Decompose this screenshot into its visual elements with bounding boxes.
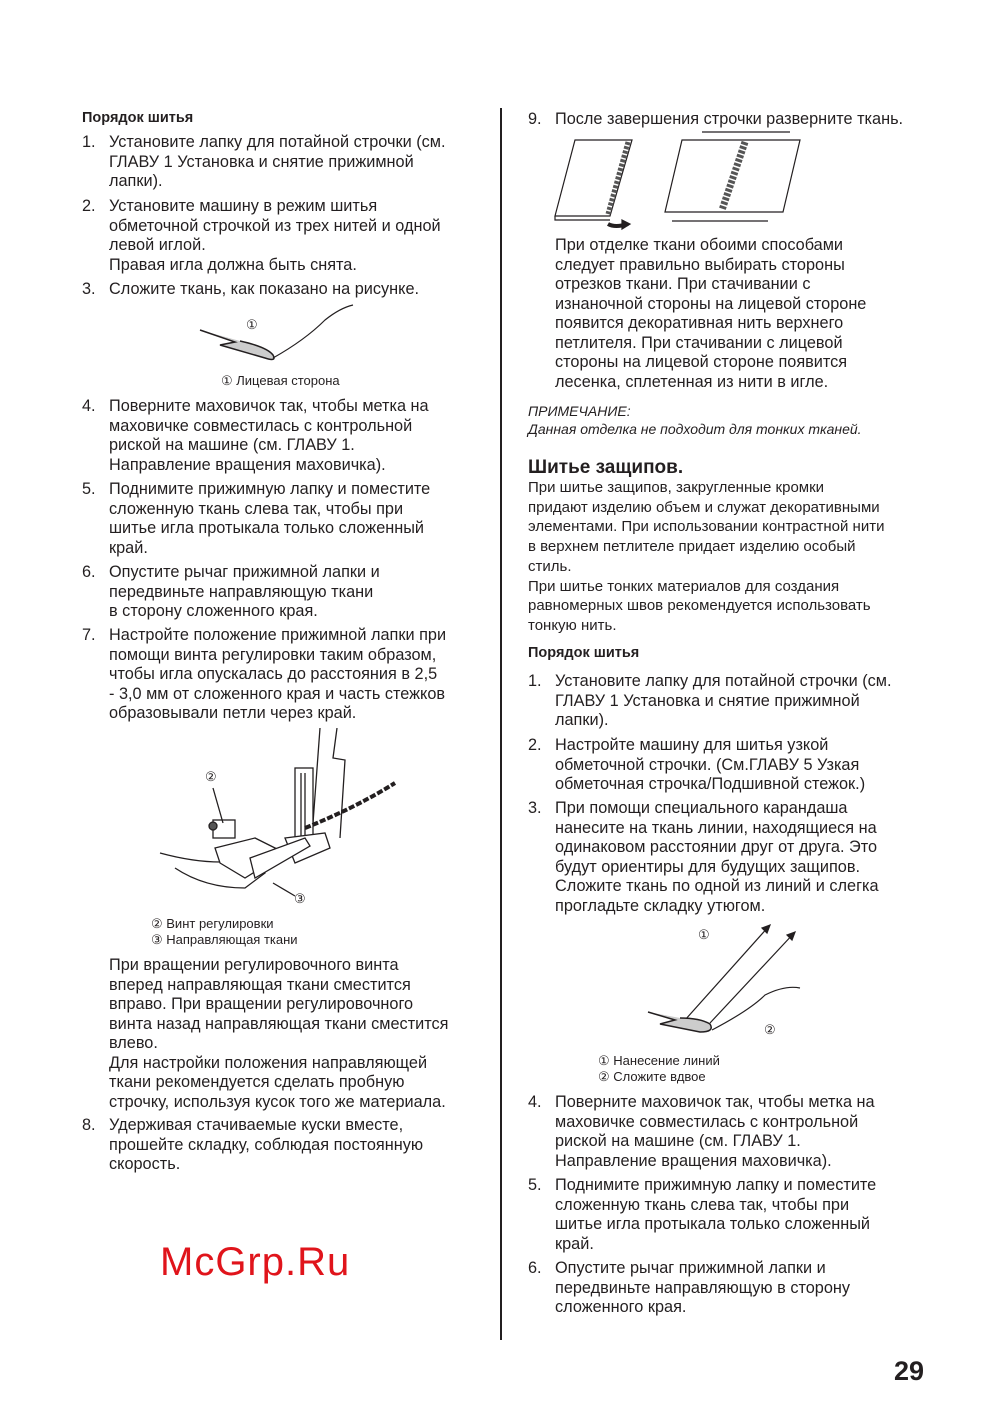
- step-1: [82, 133, 446, 192]
- step-text: Поверните маховичок так, чтобы метка на маховичке совместилась с контрольной риской на машине (см. ГЛАВУ 1. Направление вращения маховичка).: [555, 1093, 875, 1170]
- step-number: 5.: [528, 1176, 542, 1194]
- step-3: [82, 280, 419, 300]
- step-text: При помощи специального карандаша нанесите на ткань линии, находящиеся на одинаковом расстоянии друг от друга. Это будут ориентиры для будущих защипов. Сложите ткань по одной из линий и слегка прогладьте складку утюгом.: [555, 799, 879, 915]
- callout-1: ①: [698, 927, 710, 942]
- step-number: 7.: [82, 626, 96, 644]
- step-number: 9.: [528, 110, 542, 128]
- step-7: [82, 626, 446, 724]
- step-number: 1.: [528, 672, 542, 690]
- step-text: Опустите рычаг прижимной лапки и передвиньте направляющую в сторону сложенного края.: [555, 1259, 851, 1316]
- note-label: ПРИМЕЧАНИЕ:: [528, 403, 631, 419]
- adjustment-paragraph: При вращении регулировочного винта вперед направляющая ткани сместится вправо. При вращении регулировочного винта назад направляющая ткани сместится влево. Для настройки положения направляющей ткани рекомендуется сделать пробную строчку, используя кусок того же материала.: [109, 956, 449, 1111]
- step-text: Сложите ткань, как показано на рисунке.: [109, 280, 420, 298]
- pintuck-step-5: [528, 1176, 876, 1254]
- step-text: Удерживая стачиваемые куски вместе, прошейте складку, соблюдая постоянную скорость.: [109, 1116, 424, 1173]
- callout-2: ②: [205, 769, 217, 784]
- step-number: 6.: [82, 563, 96, 581]
- figure-caption: ② Винт регулировки ③ Направляющая ткани: [151, 916, 298, 947]
- callout-1: ①: [246, 317, 258, 332]
- step-number: 3.: [82, 280, 96, 298]
- step-text: Поднимите прижимную лапку и поместите сложенную ткань слева так, чтобы при шитье игла протыкала только сложенный край.: [555, 1176, 877, 1253]
- finishing-paragraph: При отделке ткани обоими способами следует правильно выбирать стороны отрезков ткани. При стачивании с изнаночной стороны на лицевой стороне появится декоративная нить верхнего петлителя. При стачивании с лицевой стороны на лицевой стороне появится лесенка, сплетенная из нити в игле.: [555, 236, 867, 391]
- watermark: McGrp.Ru: [160, 1240, 351, 1284]
- callout-2: ②: [764, 1022, 776, 1037]
- step-text: Установите лапку для потайной строчки (см. ГЛАВУ 1 Установка и снятие прижимной лапки).: [109, 133, 446, 190]
- step-text: Поднимите прижимную лапку и поместите сложенную ткань слева так, чтобы при шитье игла протыкала только сложенный край.: [109, 480, 431, 557]
- step-text: Поверните маховичок так, чтобы метка на маховичке совместилась с контрольной риской на машине (см. ГЛАВУ 1. Направление вращения маховичка).: [109, 397, 429, 474]
- pintuck-step-4: [528, 1093, 875, 1171]
- step-text: Установите машину в режим шитья обметочной строчкой из трех нитей и одной левой иглой. Правая игла должна быть снята.: [109, 197, 441, 274]
- section-heading: Порядок шитья: [528, 645, 640, 661]
- step-text: Установите лапку для потайной строчки (см. ГЛАВУ 1 Установка и снятие прижимной лапки).: [555, 672, 892, 729]
- step-text: После завершения строчки разверните ткань.: [555, 110, 904, 128]
- step-9: [528, 110, 903, 130]
- step-2: [82, 197, 441, 275]
- figure-caption: ① Нанесение линий ② Сложите вдвое: [598, 1053, 720, 1084]
- step-number: 2.: [82, 197, 96, 215]
- step-text: Опустите рычаг прижимной лапки и передвиньте направляющую ткани в сторону сложенного края.: [109, 563, 380, 620]
- step-number: 4.: [528, 1093, 542, 1111]
- step-8: [82, 1116, 423, 1175]
- page-number: 29: [894, 1356, 925, 1386]
- section-title: Шитье защипов.: [528, 457, 684, 478]
- step-5: [82, 480, 430, 558]
- presser-foot-illustration: [155, 728, 400, 908]
- step-number: 6.: [528, 1259, 542, 1277]
- step-number: 1.: [82, 133, 96, 151]
- section-intro: При шитье защипов, закругленные кромки придают изделию объем и служат декоративными элементами. При использовании контрастной нити в верхнем петлителе придает изделию особый стиль. При шитье тонких материалов для создания равномерных швов рекомендуется использовать тонкую нить.: [528, 479, 885, 634]
- step-text: Настройте положение прижимной лапки при помощи винта регулировки таким образом, чтобы игла опускалась до расстояния в 2,5 - 3,0 мм от сложенного края и часть стежков образовывали петли через край.: [109, 626, 447, 722]
- step-number: 8.: [82, 1116, 96, 1134]
- column-divider: [500, 108, 502, 1340]
- callout-3: ③: [294, 891, 306, 906]
- note-text: Данная отделка не подходит для тонких тканей.: [528, 421, 862, 437]
- figure-caption: ① Лицевая сторона: [221, 373, 340, 388]
- step-6: [82, 563, 380, 622]
- seam-unfold-illustration: [550, 128, 810, 233]
- section-heading: Порядок шитья: [82, 110, 194, 126]
- step-number: 4.: [82, 397, 96, 415]
- step-4: [82, 397, 429, 475]
- step-number: 2.: [528, 736, 542, 754]
- pintuck-step-2: [528, 736, 865, 795]
- step-text: Настройте машину для шитья узкой обметочной строчки. (См.ГЛАВУ 5 Узкая обметочная строчка/Подшивной стежок.): [555, 736, 866, 793]
- pintuck-step-3: [528, 799, 879, 916]
- pintuck-lines-illustration: [640, 920, 810, 1050]
- pintuck-step-6: [528, 1259, 850, 1318]
- step-number: 3.: [528, 799, 542, 817]
- folded-fabric-illustration: [195, 300, 360, 370]
- pintuck-step-1: [528, 672, 892, 731]
- step-number: 5.: [82, 480, 96, 498]
